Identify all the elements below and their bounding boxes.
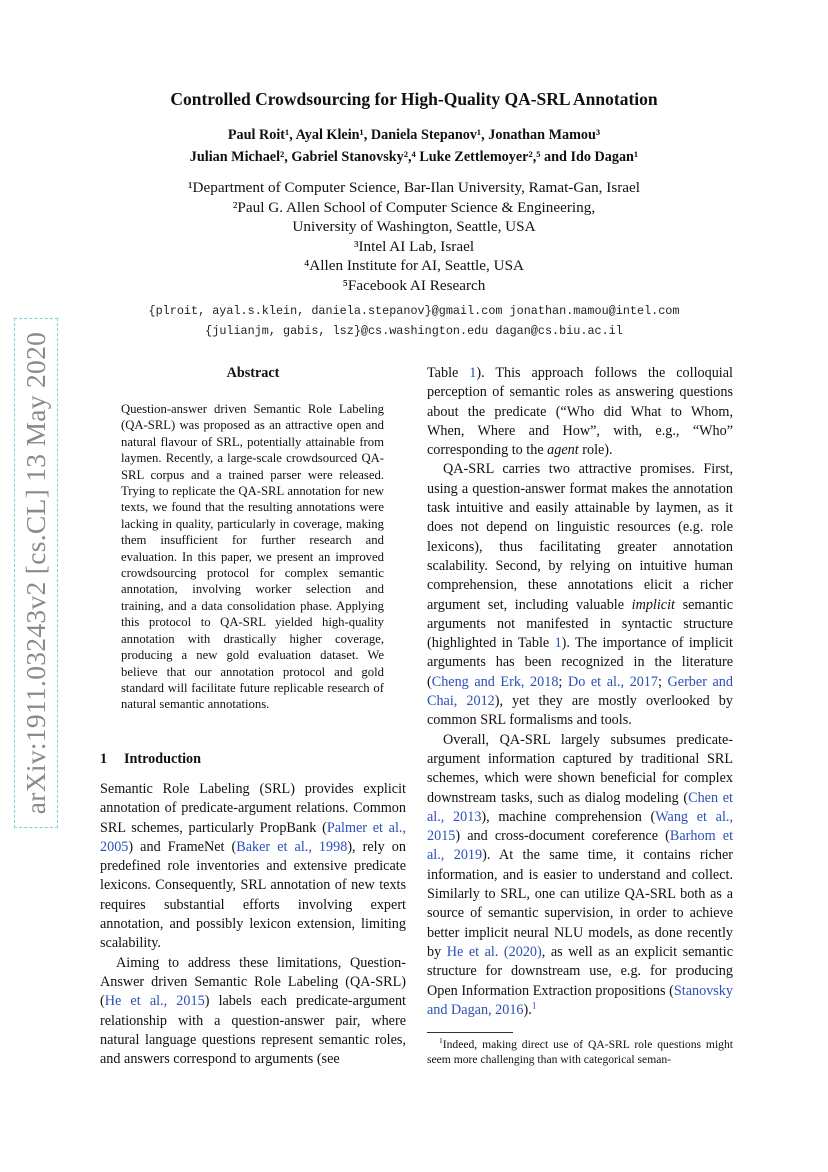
affiliation-line: ⁵Facebook AI Research [342, 276, 486, 294]
table-reference-link[interactable]: 1 [469, 365, 477, 381]
citation-link[interactable]: Barhom et al., 2019 [427, 828, 734, 864]
arxiv-stamp-text: arXiv:1911.03243v2 [cs.CL] 13 May 2020 [20, 331, 51, 815]
citation-link[interactable]: He et al., 2015 [104, 993, 205, 1010]
citation-link[interactable]: He et al. (2020) [446, 943, 542, 960]
author-list [0, 124, 828, 168]
affiliation-line: ⁴Allen Institute for AI, Seattle, USA [304, 257, 524, 275]
intro-paragraph-3: Table 1). This approach follows the colloquial perception of semantic roles as answering questions about the predicate (“Who did What to Whom, When, Where and How”, with, e.g., “Who” corresponding to the agent role). [427, 365, 733, 459]
left-column [100, 780, 406, 1069]
paper-title: Controlled Crowdsourcing for High-Quality QA-SRL Annotation [170, 89, 658, 109]
affiliation-line: ²Paul G. Allen School of Computer Science & Engineering, [232, 198, 596, 216]
section-number: 1 [100, 751, 108, 767]
intro-paragraph-2: Aiming to address these limitations, Question-Answer driven Semantic Role Labeling (QA-SRL) (He et al., 2015) labels each predicate-argument relationship with a question-answer pair, where natural language questions represent semantic roles, and answers correspond to arguments (see [100, 954, 406, 1068]
citation-link[interactable]: Gerber and Chai, 2012 [427, 673, 733, 710]
affiliations [0, 178, 828, 296]
abstract-heading: Abstract [226, 365, 280, 381]
footnote [427, 1037, 733, 1067]
footnote-link[interactable]: 1 [531, 1000, 537, 1011]
citation-link[interactable]: Chen et al., 2013 [427, 789, 734, 825]
table-reference-link[interactable]: 1 [554, 635, 562, 652]
section-title: Introduction [124, 751, 201, 767]
section-heading-introduction [100, 751, 201, 768]
affiliation-line: University of Washington, Seattle, USA [292, 218, 536, 236]
arxiv-stamp[interactable] [14, 318, 58, 828]
citation-link[interactable]: Do et al., 2017 [567, 673, 658, 690]
affiliation-line: ³Intel AI Lab, Israel [353, 237, 475, 255]
footnote-rule [427, 1032, 513, 1033]
citation-link[interactable]: Palmer et al., 2005 [100, 819, 406, 855]
authors-line-2: Julian Michael², Gabriel Stanovsky²,⁴ Luke Zettlemoyer²,⁵ and Ido Dagan¹ [189, 149, 639, 165]
citation-link[interactable]: Baker et al., 1998 [236, 838, 348, 855]
emails-line-1: {plroit, ayal.s.klein, daniela.stepanov}@gmail.com jonathan.mamou@intel.com [148, 304, 680, 318]
intro-paragraph-5: Overall, QA-SRL largely subsumes predicate-argument information captured by traditional SRL schemes, which were shown beneficial for complex downstream tasks, such as dialog modeling (Chen et al., 2013), machine comprehension (Wang et al., 2015) and cross-document coreference (Barhom et al., 2019). At the same time, it contains richer information, and is easier to understand and collect. Similarly to SRL, one can utilize QA-SRL both as a source of semantic supervision, in order to achieve better implicit neural NLU models, as done recently by He et al. (2020), as well as an explicit semantic structure for downstream use, e.g. for producing Open Information Extraction propositions (Stanovsky and Dagan, 2016).$^1$ [427, 731, 734, 1018]
authors-line-1: Paul Roit¹, Ayal Klein¹, Daniela Stepanov¹, Jonathan Mamou³ [227, 127, 601, 143]
right-column [427, 364, 733, 1020]
citation-link[interactable]: Cheng and Erk, 2018 [431, 673, 559, 690]
emails-line-2: {julianjm, gabis, lsz}@cs.washington.edu dagan@cs.biu.ac.il [205, 324, 623, 338]
citation-link[interactable]: Stanovsky and Dagan, 2016 [427, 982, 733, 1018]
author-emails [0, 301, 828, 341]
citation-link[interactable]: Wang et al., 2015 [427, 808, 734, 845]
abstract-body: Question-answer driven Semantic Role Labeling (QA-SRL) was proposed as an attractive open and natural flavour of SRL, potentially attainable from laymen. Recently, a large-scale crowdsourced QA-SRL corpus and a trained parser were released. Trying to replicate the QA-SRL annotation for new texts, we found that the resulting annotations were lacking in quality, particularly in coverage, making them insufficient for further research and evaluation. In this paper, we present an improved crowdsourcing protocol for complex semantic annotation, involving worker selection and training, and a data consolidation phase. Applying this protocol to QA-SRL yielded high-quality annotation with drastically higher coverage, producing a new gold evaluation dataset. We believe that our annotation protocol and gold standard will facilitate future replicable research of natural semantic annotations. [121, 402, 384, 712]
affiliation-line: ¹Department of Computer Science, Bar-Ilan University, Ramat-Gan, Israel [188, 179, 640, 196]
intro-paragraph-1: Semantic Role Labeling (SRL) provides explicit annotation of predicate-argument relations. Common SRL schemes, particularly PropBank (Palmer et al., 2005) and FrameNet (Baker et al., 1998), rely on predefined role inventories and extensive predicate lexicons. Consequently, SRL annotation of new texts requires substantial efforts involving expert annotation, and possibly lexicon extension, limiting scalability. [100, 781, 406, 952]
footnote-mark: 1 [439, 1036, 443, 1046]
intro-paragraph-4: QA-SRL carries two attractive promises. First, using a question-answer format makes the annotation task intuitive and easily attainable by laymen, as it does not depend on linguistic resources (e.g. role lexicons), thus facilitating greater annotation scalability. Second, by relying on intuitive human comprehension, these annotations elicit a richer argument set, including valuable implicit semantic arguments not manifested in syntactic structure (highlighted in Table 1). The importance of implicit arguments has been recognized in the literature (Cheng and Erk, 2018; Do et al., 2017; Gerber and Chai, 2012), yet they are mostly overlooked by common SRL formalisms and tools. [427, 461, 733, 729]
footnote-text: Indeed, making direct use of QA-SRL role questions might seem more challenging than with categorical seman- [427, 1038, 733, 1066]
